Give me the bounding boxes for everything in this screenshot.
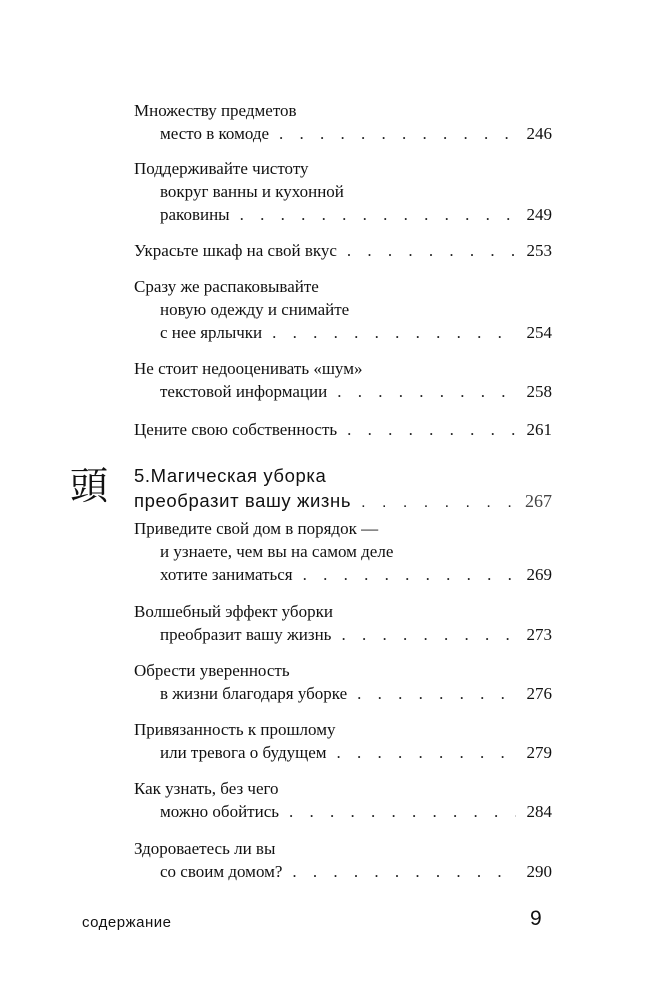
dot-leader <box>272 321 516 344</box>
toc-entry[interactable] <box>134 777 552 823</box>
toc-entry[interactable] <box>134 357 552 403</box>
toc-entry[interactable] <box>134 837 552 883</box>
toc-entry[interactable] <box>134 157 552 226</box>
toc-entry[interactable] <box>134 517 552 586</box>
dot-leader <box>361 490 516 515</box>
toc-entry-title-line: в жизни благодаря уборке <box>160 684 348 703</box>
toc-entry-title-line: и узнаете, чем вы на самом деле <box>160 542 394 561</box>
toc-entry[interactable] <box>134 275 552 344</box>
toc-page-number: 254 <box>526 323 552 342</box>
folio-page-number: 9 <box>530 907 542 930</box>
toc-entry-title-line: вокруг ванны и кухонной <box>160 182 344 201</box>
toc-entry-title-line: Обрести уверенность <box>134 661 290 680</box>
toc-entry-title-line: Волшебный эффект уборки <box>134 602 333 621</box>
toc-entry[interactable] <box>134 659 552 705</box>
chapter-title-line: преобразит вашу жизнь <box>134 490 352 511</box>
toc-entry-title-line: преобразит вашу жизнь <box>160 625 332 644</box>
toc-page-number: 276 <box>526 684 552 703</box>
toc-page-number: 249 <box>526 205 552 224</box>
toc-entry-title-line: Украсьте шкаф на свой вкус <box>134 241 337 260</box>
dot-leader <box>303 563 516 586</box>
dot-leader <box>347 239 516 262</box>
dot-leader <box>337 741 516 764</box>
toc-entry-title-line: новую одежду и снимайте <box>160 300 350 319</box>
toc-entry-title-line: с нее ярлычки <box>160 323 263 342</box>
toc-page-number: 273 <box>526 625 552 644</box>
dot-leader <box>347 418 516 441</box>
dot-leader <box>292 860 516 883</box>
toc-entry[interactable] <box>134 600 552 646</box>
chapter-kanji-glyph: 頭 <box>70 464 109 508</box>
toc-chapter-heading[interactable] <box>134 463 552 513</box>
toc-entry-title-line: или тревога о будущем <box>160 743 327 762</box>
toc-entry-title-line: Не стоит недооценивать «шум» <box>134 359 363 378</box>
dot-leader <box>240 203 516 226</box>
toc-entry-title-line: место в комоде <box>160 124 270 143</box>
dot-leader <box>341 623 516 646</box>
toc-page-number: 284 <box>526 802 552 821</box>
toc-entry-title-line: хотите заниматься <box>160 565 293 584</box>
toc-entry[interactable] <box>134 99 552 145</box>
toc-page-number: 290 <box>526 862 552 881</box>
toc-entry-title-line: Привязанность к прошлому <box>134 720 336 739</box>
chapter-title-line: 5.Магическая уборка <box>134 465 327 486</box>
toc-entry-title-line: Множеству предметов <box>134 101 297 120</box>
toc-page-number: 269 <box>526 565 552 584</box>
toc-entry-title-line: со своим домом? <box>160 862 283 881</box>
toc-entry-title-line: Здороваетесь ли вы <box>134 839 276 858</box>
toc-entry-title-line: текстовой информации <box>160 382 328 401</box>
toc-entry-title-line: Как узнать, без чего <box>134 779 279 798</box>
toc-page-number: 246 <box>526 124 552 143</box>
toc-entry[interactable] <box>134 718 552 764</box>
toc-page-number: 253 <box>526 241 552 260</box>
toc-page-number: 261 <box>526 420 552 439</box>
dot-leader <box>289 800 516 823</box>
toc-page-number: 258 <box>526 382 552 401</box>
toc-entry-title-line: Сразу же распаковывайте <box>134 277 319 296</box>
running-footer-label: содержание <box>82 914 172 931</box>
dot-leader <box>357 682 516 705</box>
toc-entry-title-line: Приведите свой дом в порядок — <box>134 519 379 538</box>
toc-entry-title-line: раковины <box>160 205 230 224</box>
toc-page-number: 279 <box>526 743 552 762</box>
dot-leader <box>279 122 516 145</box>
toc-entry[interactable] <box>134 239 552 262</box>
toc-entry-title-line: Поддерживайте чистоту <box>134 159 309 178</box>
dot-leader <box>337 380 516 403</box>
toc-entry[interactable] <box>134 418 552 441</box>
toc-page-number: 267 <box>525 491 552 511</box>
toc-entry-title-line: можно обойтись <box>160 802 279 821</box>
toc-entry-title-line: Цените свою собственность <box>134 420 338 439</box>
